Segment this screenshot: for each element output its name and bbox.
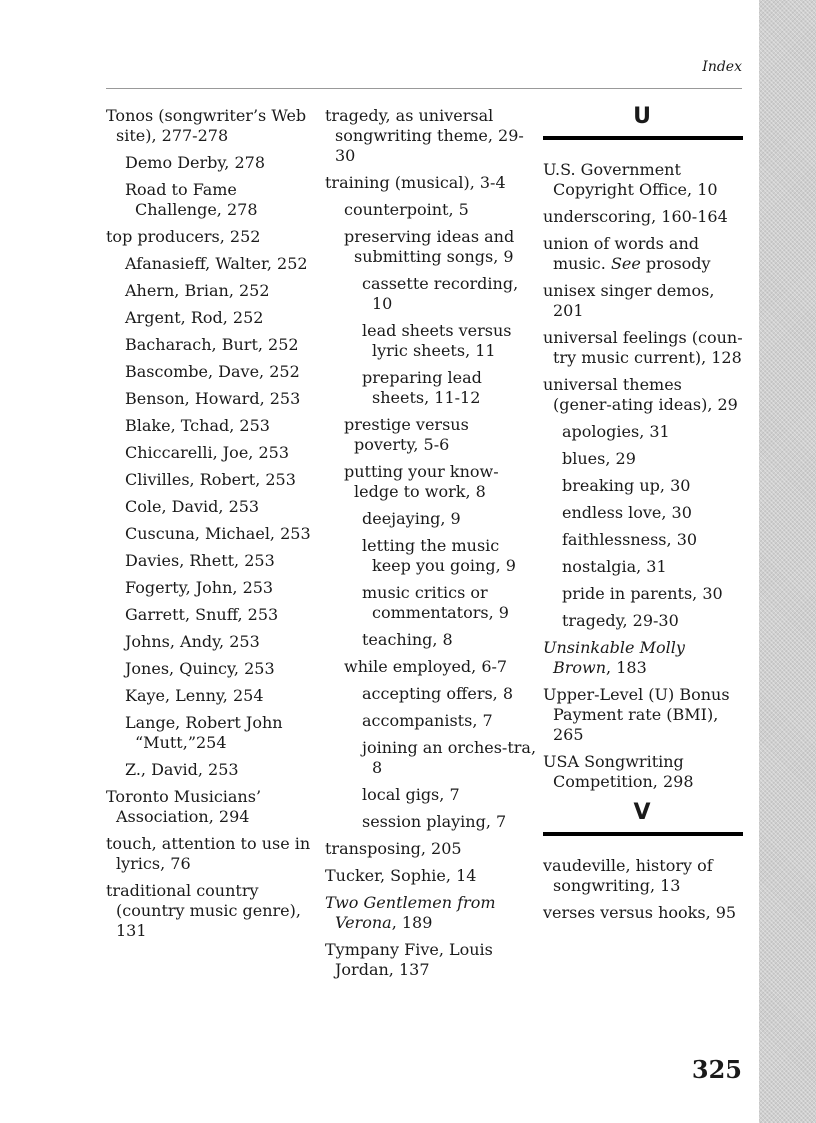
index-entry: Benson, Howard, 253	[125, 389, 301, 408]
index-entry: Two Gentlemen from Verona, 189	[325, 893, 496, 932]
index-entry: prestige versus poverty, 5-6	[344, 415, 469, 454]
index-entry: pride in parents, 30	[562, 584, 723, 603]
index-entry: Tonos (songwriter’s Web site), 277-278	[106, 106, 307, 145]
index-entry: Tucker, Sophie, 14	[325, 866, 477, 885]
index-entry: cassette recording, 10	[362, 274, 519, 313]
index-entry: Cole, David, 253	[125, 497, 260, 516]
index-entry: faithlessness, 30	[562, 530, 698, 549]
index-entry: Toronto Musicians’ Association, 294	[106, 787, 262, 826]
index-entry: local gigs, 7	[362, 785, 460, 804]
index-entry: training (musical), 3-4	[325, 173, 506, 192]
index-entry: vaudeville, history of songwriting, 13	[543, 856, 713, 895]
index-entry: unisex singer demos, 201	[543, 281, 715, 320]
index-entry: lead sheets versus lyric sheets, 11	[362, 321, 512, 360]
section-letter-v: V	[633, 800, 651, 825]
index-entry: Chiccarelli, Joe, 253	[125, 443, 289, 462]
index-entry: Garrett, Snuff, 253	[125, 605, 279, 624]
index-entry: apologies, 31	[562, 422, 670, 441]
running-header	[106, 56, 742, 89]
index-entry: U.S. Government Copyright Office, 10	[543, 160, 718, 199]
index-entry: accepting offers, 8	[362, 684, 514, 703]
index-entry: Ahern, Brian, 252	[125, 281, 270, 300]
index-entry: Clivilles, Robert, 253	[125, 470, 296, 489]
index-column-1	[106, 106, 316, 948]
index-entry: tragedy, as universal songwriting theme, 29-30	[325, 106, 524, 165]
index-entry: Lange, Robert John “Mutt,”254	[125, 713, 283, 752]
index-entry: preserving ideas and submitting songs, 9	[344, 227, 515, 266]
index-entry: Cuscuna, Michael, 253	[125, 524, 311, 543]
index-entry: preparing lead sheets, 11-12	[362, 368, 482, 407]
index-entry: Upper-Level (U) Bonus Payment rate (BMI), 265	[543, 685, 730, 744]
index-entry: blues, 29	[562, 449, 636, 468]
index-entry: deejaying, 9	[362, 509, 461, 528]
index-entry: Road to Fame Challenge, 278	[125, 180, 258, 219]
index-entry: accompanists, 7	[362, 711, 493, 730]
index-entry: Unsinkable Molly Brown, 183	[543, 638, 685, 677]
index-entry: underscoring, 160-164	[543, 207, 728, 226]
index-entry: top producers, 252	[106, 227, 261, 246]
index-column-3	[543, 106, 743, 930]
index-entry: universal feelings (coun-try music current), 128	[543, 328, 743, 367]
index-entry: session playing, 7	[362, 812, 507, 831]
index-entry: Afanasieff, Walter, 252	[125, 254, 308, 273]
section-rule-u	[543, 136, 743, 140]
index-column-2	[325, 106, 537, 987]
index-entry: while employed, 6-7	[344, 657, 508, 676]
page-number: 325	[691, 1055, 742, 1084]
index-entry: Z., David, 253	[125, 760, 239, 779]
index-entry: nostalgia, 31	[562, 557, 667, 576]
section-rule-v	[543, 832, 743, 836]
header-label: Index	[702, 59, 742, 75]
index-entry: endless love, 30	[562, 503, 692, 522]
index-entry: USA Songwriting Competition, 298	[543, 752, 694, 791]
index-entry: touch, attention to use in lyrics, 76	[106, 834, 311, 873]
edge-thumb-tab	[759, 0, 816, 1123]
index-entry: Jones, Quincy, 253	[125, 659, 275, 678]
index-entry: tragedy, 29-30	[562, 611, 679, 630]
index-entry: Demo Derby, 278	[125, 153, 265, 172]
index-entry: breaking up, 30	[562, 476, 691, 495]
index-entry: Bacharach, Burt, 252	[125, 335, 299, 354]
section-letter-u: U	[633, 104, 651, 129]
index-entry: verses versus hooks, 95	[543, 903, 737, 922]
index-entry: Blake, Tchad, 253	[125, 416, 270, 435]
index-entry: Bascombe, Dave, 252	[125, 362, 300, 381]
index-entry: traditional country (country music genre), 131	[106, 881, 301, 940]
index-entry: transposing, 205	[325, 839, 462, 858]
index-entry: union of words and music. See prosody	[543, 234, 711, 273]
index-entry: Kaye, Lenny, 254	[125, 686, 264, 705]
index-entry: universal themes (gener-ating ideas), 29	[543, 375, 738, 414]
index-entry: Fogerty, John, 253	[125, 578, 274, 597]
index-entry: joining an orches-tra, 8	[362, 738, 537, 777]
index-entry: Davies, Rhett, 253	[125, 551, 275, 570]
index-entry: music critics or commentators, 9	[362, 583, 509, 622]
index-entry: Argent, Rod, 252	[125, 308, 264, 327]
index-entry: counterpoint, 5	[344, 200, 469, 219]
index-entry: Johns, Andy, 253	[125, 632, 260, 651]
index-entry: Tympany Five, Louis Jordan, 137	[325, 940, 493, 979]
index-entry: putting your know-ledge to work, 8	[344, 462, 499, 501]
index-entry: letting the music keep you going, 9	[362, 536, 516, 575]
index-entry: teaching, 8	[362, 630, 453, 649]
